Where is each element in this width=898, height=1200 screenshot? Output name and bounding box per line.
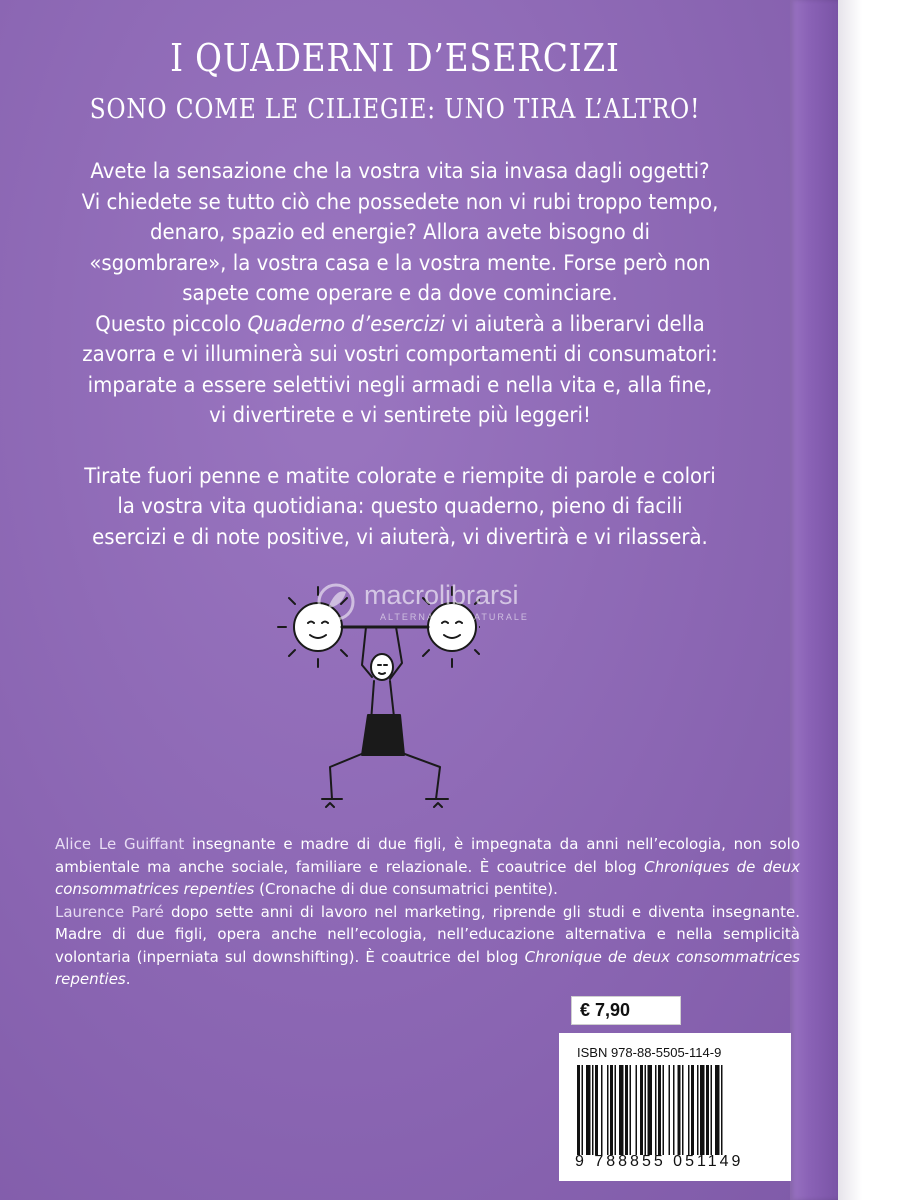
- barcode-bar: [630, 1065, 632, 1155]
- page-edge: [838, 0, 898, 1200]
- barcode-bar: [636, 1065, 638, 1155]
- isbn-text: ISBN 978-88-5505-114-9: [577, 1045, 722, 1060]
- barcode-bar: [721, 1065, 723, 1155]
- barcode-bar: [595, 1065, 598, 1155]
- author-bio-text: (Cronache di due consumatrici pentite).: [259, 880, 558, 898]
- barcode-bar: [697, 1065, 699, 1155]
- barcode-bar: [700, 1065, 705, 1155]
- book-series-name: Quaderno d’esercizi: [247, 311, 445, 336]
- barcode-bar: [715, 1065, 720, 1155]
- barcode-bar: [586, 1065, 591, 1155]
- barcode-bar: [663, 1065, 665, 1155]
- price-sticker: € 7,90: [571, 996, 681, 1025]
- author-bio-1: [55, 833, 800, 901]
- barcode-bar: [619, 1065, 624, 1155]
- barcode-bar: [691, 1065, 694, 1155]
- author-bio-text: insegnante e madre di due figli, è impegnata da anni nell’ecologia, non solo ambientale ma anche sociale, familiare e relazionale. È coautrice del blog: [55, 835, 800, 876]
- barcode-bar: [610, 1065, 613, 1155]
- barcode-bars: [577, 1065, 773, 1155]
- barcode-bar: [582, 1065, 584, 1155]
- author-bio-text: .: [125, 970, 131, 988]
- author-bio-2: [55, 901, 800, 991]
- author-name: Laurence Paré: [55, 902, 164, 921]
- barcode-bar: [625, 1065, 628, 1155]
- barcode-bar: [678, 1065, 681, 1155]
- ean-number: 9 788855 051149: [575, 1153, 744, 1170]
- blog-title: Chroniques de deux consommatrices repenties: [55, 857, 800, 898]
- barcode-bar: [711, 1065, 713, 1155]
- barcode-bar: [673, 1065, 675, 1155]
- cover-title: I QUADERNI D’ESERCIZI: [170, 36, 620, 80]
- barcode-bar: [648, 1065, 653, 1155]
- description-text: vi aiuterà a liberarvi della zavorra e vi illuminerà sui vostri comportamenti di consumatori: imparate a essere selettivi negli armadi e nella vita e, alla fine, vi divertirete e vi sentirete più leggeri!: [82, 311, 718, 427]
- barcode-bar: [645, 1065, 647, 1155]
- barcode-bar: [577, 1065, 580, 1155]
- barcode-label: [559, 1033, 791, 1181]
- author-name: Alice Le Guiffant: [55, 835, 185, 853]
- barcode-bar: [615, 1065, 617, 1155]
- description-text: Questo piccolo: [95, 311, 242, 336]
- description-text: Avete la sensazione che la vostra vita sia invasa dagli oggetti? Vi chiedete se tutto ciò che possedete non vi rubi troppo tempo, denaro, spazio ed energie? Allora avete bisogno di «sgombrare», la vostra casa e la vostra mente. Forse però non sapete come operare e da dove cominciare.: [81, 159, 719, 305]
- barcode-bar: [706, 1065, 709, 1155]
- leaf-icon: [316, 582, 356, 622]
- barcode-bar: [640, 1065, 643, 1155]
- description-block: [80, 156, 719, 552]
- watermark-logo: [316, 580, 616, 630]
- barcode-bar: [655, 1065, 657, 1155]
- barcode-bar: [669, 1065, 671, 1155]
- barcode-bar: [601, 1065, 603, 1155]
- barcode-bar: [592, 1065, 594, 1155]
- cover-subtitle: SONO COME LE CILIEGIE: UNO TIRA L’ALTRO!: [89, 94, 701, 125]
- barcode-bar: [682, 1065, 684, 1155]
- author-bio-text: dopo sette anni di lavoro nel marketing, riprende gli studi e diventa insegnante. Madre di due figli, opera anche nell’ecologia, nell’educazione alternativa e nella semplicità volontaria (inperniata sul downshifting). È coautrice del blog: [55, 902, 800, 966]
- description-paragraph-2: Tirate fuori penne e matite colorate e riempite di parole e colori la vostra vita quotidiana: questo quaderno, pieno di facili esercizi e di note positive, vi aiuterà, vi divertirà e vi rilasserà.: [84, 463, 716, 549]
- book-spine: [790, 0, 838, 1200]
- authors-bio: [55, 833, 800, 991]
- barcode-bar: [658, 1065, 661, 1155]
- barcode-bar: [607, 1065, 609, 1155]
- blog-title: Chronique de deux consommatrices repenties: [55, 947, 801, 988]
- barcode-bar: [688, 1065, 690, 1155]
- watermark-name: macrolibrarsi: [364, 580, 519, 610]
- description-paragraph-1: [80, 156, 719, 431]
- watermark-tagline: ALTERNATIVA NATURALE: [380, 612, 529, 622]
